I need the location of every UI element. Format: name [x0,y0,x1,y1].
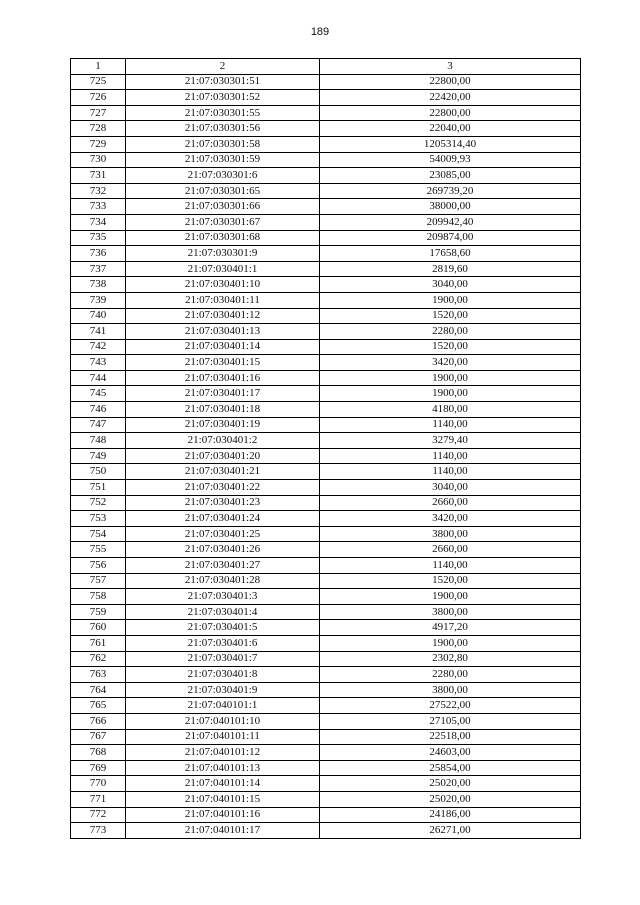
row-number-cell: 760 [71,620,126,636]
table-row [71,339,581,355]
value-cell: 24186,00 [320,807,581,823]
table-row [71,402,581,418]
cadastral-number-cell: 21:07:030401:17 [126,386,320,402]
table-row [71,386,581,402]
value-cell: 3800,00 [320,526,581,542]
table-row [71,355,581,371]
row-number-cell: 734 [71,214,126,230]
row-number-cell: 725 [71,74,126,90]
value-cell: 22420,00 [320,90,581,106]
value-cell: 1900,00 [320,386,581,402]
value-cell: 3800,00 [320,604,581,620]
value-cell: 24603,00 [320,745,581,761]
cadastral-number-cell: 21:07:040101:17 [126,823,320,839]
row-number-cell: 732 [71,183,126,199]
cadastral-number-cell: 21:07:030401:10 [126,277,320,293]
table-body [71,74,581,838]
row-number-cell: 764 [71,682,126,698]
value-cell: 2280,00 [320,324,581,340]
table-row [71,729,581,745]
value-cell: 1140,00 [320,448,581,464]
value-cell: 22800,00 [320,74,581,90]
row-number-cell: 772 [71,807,126,823]
table-row [71,168,581,184]
table-row [71,370,581,386]
cadastral-number-cell: 21:07:030301:65 [126,183,320,199]
table-row [71,152,581,168]
cadastral-number-cell: 21:07:030401:9 [126,682,320,698]
row-number-cell: 767 [71,729,126,745]
value-cell: 27105,00 [320,713,581,729]
cadastral-number-cell: 21:07:030401:26 [126,542,320,558]
table-row [71,495,581,511]
table-row [71,542,581,558]
row-number-cell: 761 [71,635,126,651]
table-row [71,682,581,698]
value-cell: 1900,00 [320,292,581,308]
cadastral-number-cell: 21:07:030401:11 [126,292,320,308]
table-row [71,308,581,324]
table-row [71,261,581,277]
row-number-cell: 766 [71,713,126,729]
cadastral-number-cell: 21:07:040101:15 [126,791,320,807]
cadastral-number-cell: 21:07:030301:67 [126,214,320,230]
table-row [71,183,581,199]
row-number-cell: 773 [71,823,126,839]
cadastral-number-cell: 21:07:030401:16 [126,370,320,386]
row-number-cell: 728 [71,121,126,137]
value-cell: 1520,00 [320,573,581,589]
row-number-cell: 746 [71,402,126,418]
cadastral-number-cell: 21:07:030401:20 [126,448,320,464]
cadastral-number-cell: 21:07:040101:16 [126,807,320,823]
value-cell: 1900,00 [320,589,581,605]
cadastral-number-cell: 21:07:030401:21 [126,464,320,480]
cadastral-number-cell: 21:07:040101:14 [126,776,320,792]
row-number-cell: 744 [71,370,126,386]
table-row [71,292,581,308]
cadastral-number-cell: 21:07:040101:13 [126,760,320,776]
cadastral-number-cell: 21:07:030401:22 [126,480,320,496]
value-cell: 23085,00 [320,168,581,184]
row-number-cell: 762 [71,651,126,667]
row-number-cell: 743 [71,355,126,371]
table-row [71,230,581,246]
value-cell: 209942,40 [320,214,581,230]
row-number-cell: 735 [71,230,126,246]
table-row [71,324,581,340]
cadastral-number-cell: 21:07:030401:15 [126,355,320,371]
value-cell: 3040,00 [320,480,581,496]
column-header-number: 1 [71,59,126,75]
cadastral-number-cell: 21:07:030401:25 [126,526,320,542]
cadastral-number-cell: 21:07:030401:13 [126,324,320,340]
row-number-cell: 758 [71,589,126,605]
cadastral-number-cell: 21:07:030401:5 [126,620,320,636]
table-row [71,448,581,464]
value-cell: 209874,00 [320,230,581,246]
value-cell: 22518,00 [320,729,581,745]
value-cell: 3040,00 [320,277,581,293]
cadastral-number-cell: 21:07:030401:7 [126,651,320,667]
value-cell: 27522,00 [320,698,581,714]
row-number-cell: 755 [71,542,126,558]
page-number: 189 [310,26,330,38]
row-number-cell: 759 [71,604,126,620]
cadastral-number-cell: 21:07:040101:12 [126,745,320,761]
row-number-cell: 740 [71,308,126,324]
value-cell: 1140,00 [320,464,581,480]
value-cell: 22800,00 [320,105,581,121]
cadastral-number-cell: 21:07:030401:24 [126,511,320,527]
value-cell: 26271,00 [320,823,581,839]
row-number-cell: 730 [71,152,126,168]
data-table [70,58,581,839]
table-row [71,635,581,651]
row-number-cell: 737 [71,261,126,277]
table-row [71,511,581,527]
table-row [71,776,581,792]
table-row [71,199,581,215]
row-number-cell: 731 [71,168,126,184]
row-number-cell: 756 [71,558,126,574]
row-number-cell: 748 [71,433,126,449]
cadastral-number-cell: 21:07:030301:6 [126,168,320,184]
table-row [71,698,581,714]
value-cell: 1900,00 [320,635,581,651]
value-cell: 269739,20 [320,183,581,199]
row-number-cell: 736 [71,246,126,262]
row-number-cell: 745 [71,386,126,402]
table-row [71,136,581,152]
value-cell: 2660,00 [320,495,581,511]
table-row [71,791,581,807]
row-number-cell: 757 [71,573,126,589]
cadastral-number-cell: 21:07:030401:23 [126,495,320,511]
cadastral-number-cell: 21:07:030401:3 [126,589,320,605]
value-cell: 1900,00 [320,370,581,386]
table-row [71,277,581,293]
cadastral-number-cell: 21:07:030401:19 [126,417,320,433]
table-row [71,90,581,106]
cadastral-number-cell: 21:07:030301:51 [126,74,320,90]
row-number-cell: 741 [71,324,126,340]
cadastral-number-cell: 21:07:030301:55 [126,105,320,121]
cadastral-number-cell: 21:07:030401:27 [126,558,320,574]
row-number-cell: 739 [71,292,126,308]
table-row [71,480,581,496]
value-cell: 22040,00 [320,121,581,137]
table-row [71,464,581,480]
table-row [71,589,581,605]
table-row [71,526,581,542]
value-cell: 3420,00 [320,355,581,371]
value-cell: 17658,60 [320,246,581,262]
row-number-cell: 754 [71,526,126,542]
column-header-value: 3 [320,59,581,75]
value-cell: 4917,20 [320,620,581,636]
row-number-cell: 742 [71,339,126,355]
cadastral-number-cell: 21:07:030401:2 [126,433,320,449]
row-number-cell: 771 [71,791,126,807]
cadastral-number-cell: 21:07:030301:66 [126,199,320,215]
row-number-cell: 738 [71,277,126,293]
column-header-cadastral: 2 [126,59,320,75]
cadastral-number-cell: 21:07:030401:14 [126,339,320,355]
cadastral-number-cell: 21:07:030401:1 [126,261,320,277]
value-cell: 4180,00 [320,402,581,418]
cadastral-number-cell: 21:07:030401:18 [126,402,320,418]
cadastral-number-cell: 21:07:030301:68 [126,230,320,246]
row-number-cell: 770 [71,776,126,792]
cadastral-number-cell: 21:07:040101:11 [126,729,320,745]
value-cell: 25854,00 [320,760,581,776]
table-header-row [71,59,581,75]
row-number-cell: 751 [71,480,126,496]
table-row [71,417,581,433]
value-cell: 38000,00 [320,199,581,215]
row-number-cell: 768 [71,745,126,761]
row-number-cell: 727 [71,105,126,121]
table-row [71,760,581,776]
cadastral-number-cell: 21:07:040101:1 [126,698,320,714]
row-number-cell: 769 [71,760,126,776]
table-row [71,620,581,636]
value-cell: 1140,00 [320,558,581,574]
cadastral-number-cell: 21:07:030401:6 [126,635,320,651]
value-cell: 3279,40 [320,433,581,449]
table-row [71,121,581,137]
table-row [71,105,581,121]
value-cell: 25020,00 [320,791,581,807]
row-number-cell: 765 [71,698,126,714]
value-cell: 1520,00 [320,339,581,355]
row-number-cell: 749 [71,448,126,464]
value-cell: 2819,60 [320,261,581,277]
table-row [71,667,581,683]
table-row [71,807,581,823]
table-row [71,651,581,667]
value-cell: 25020,00 [320,776,581,792]
cadastral-number-cell: 21:07:040101:10 [126,713,320,729]
cadastral-number-cell: 21:07:030401:12 [126,308,320,324]
value-cell: 2660,00 [320,542,581,558]
value-cell: 1520,00 [320,308,581,324]
value-cell: 1205314,40 [320,136,581,152]
row-number-cell: 729 [71,136,126,152]
value-cell: 2302,80 [320,651,581,667]
value-cell: 1140,00 [320,417,581,433]
table-row [71,558,581,574]
table-row [71,823,581,839]
table-row [71,74,581,90]
table-row [71,433,581,449]
cadastral-number-cell: 21:07:030401:28 [126,573,320,589]
row-number-cell: 726 [71,90,126,106]
table-row [71,745,581,761]
value-cell: 2280,00 [320,667,581,683]
value-cell: 54009,93 [320,152,581,168]
value-cell: 3420,00 [320,511,581,527]
table-row [71,573,581,589]
cadastral-number-cell: 21:07:030401:4 [126,604,320,620]
table-row [71,246,581,262]
cadastral-number-cell: 21:07:030301:58 [126,136,320,152]
cadastral-number-cell: 21:07:030301:56 [126,121,320,137]
table-row [71,713,581,729]
row-number-cell: 747 [71,417,126,433]
table-row [71,214,581,230]
cadastral-number-cell: 21:07:030301:9 [126,246,320,262]
table-row [71,604,581,620]
cadastral-number-cell: 21:07:030401:8 [126,667,320,683]
row-number-cell: 753 [71,511,126,527]
row-number-cell: 763 [71,667,126,683]
cadastral-number-cell: 21:07:030301:59 [126,152,320,168]
row-number-cell: 733 [71,199,126,215]
row-number-cell: 752 [71,495,126,511]
value-cell: 3800,00 [320,682,581,698]
cadastral-number-cell: 21:07:030301:52 [126,90,320,106]
row-number-cell: 750 [71,464,126,480]
